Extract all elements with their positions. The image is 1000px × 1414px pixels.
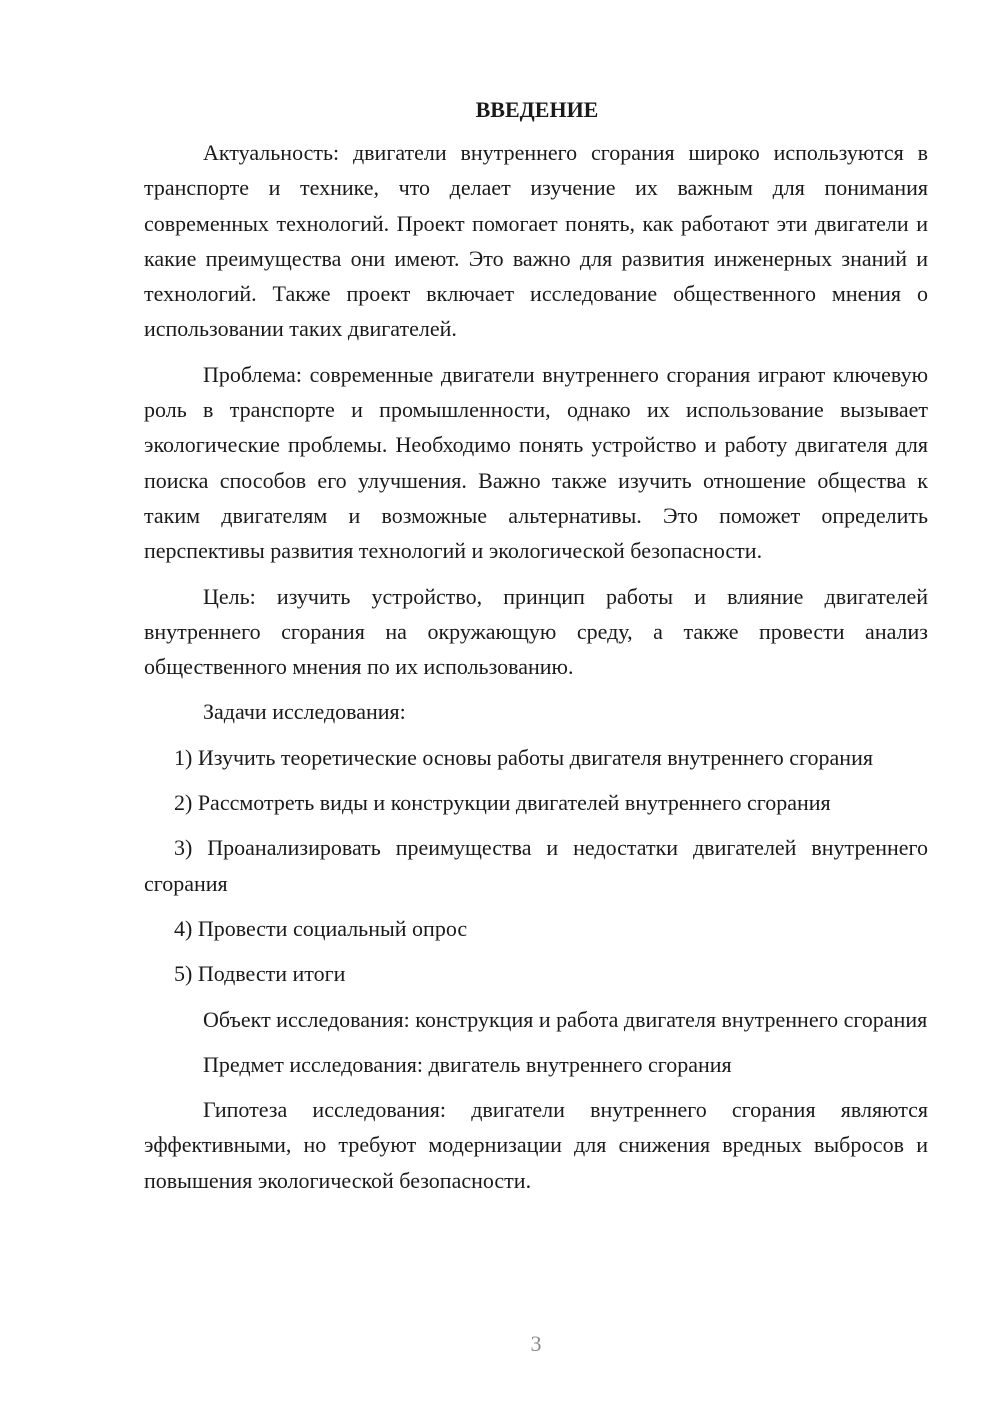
page-title: ВВЕДЕНИЕ: [475, 97, 599, 122]
research-object-paragraph: Объект исследования: конструкция и работа двигателя внутреннего сгорания: [203, 1006, 928, 1032]
goal-paragraph: Цель: изучить устройство, принцип работы и влияние двигателей внутреннего сгорания на окружающую среду, а также провести анализ общественного мнения по их использованию.: [144, 583, 928, 680]
task-item: 3) Проанализировать преимущества и недостатки двигателей внутреннего сгорания: [144, 835, 928, 896]
task-item: 2) Рассмотреть виды и конструкции двигателей внутреннего сгорания: [174, 790, 831, 816]
problem-paragraph: Проблема: современные двигатели внутреннего сгорания играют ключевую роль в транспорте и промышленности, однако их использование вызывает экологические проблемы. Необходимо понять устройство и работу двигателя для поиска способов его улучшения. Важно также изучить отношение общества к таким двигателям и возможные альтернативы. Это поможет определить перспективы развития технологий и экологической безопасности.: [144, 361, 928, 564]
task-item: 4) Провести социальный опрос: [174, 915, 468, 941]
research-subject-paragraph: Предмет исследования: двигатель внутреннего сгорания: [203, 1051, 732, 1077]
page-number: 3: [530, 1331, 542, 1356]
hypothesis-paragraph: Гипотеза исследования: двигатели внутреннего сгорания являются эффективными, но требуют модернизации для снижения вредных выбросов и повышения экологической безопасности.: [144, 1097, 928, 1193]
tasks-heading: Задачи исследования:: [203, 699, 406, 725]
document-page: [144, 92, 928, 1208]
relevance-paragraph: Актуальность: двигатели внутреннего сгорания широко используются в транспорте и технике, что делает изучение их важным для понимания современных технологий. Проект помогает понять, как работают эти двигатели и какие преимущества они имеют. Это важно для развития инженерных знаний и технологий. Также проект включает исследование общественного мнения о использовании таких двигателей.: [144, 140, 928, 342]
task-item: 1) Изучить теоретические основы работы двигателя внутреннего сгорания: [174, 744, 873, 770]
task-item: 5) Подвести итоги: [174, 961, 346, 987]
